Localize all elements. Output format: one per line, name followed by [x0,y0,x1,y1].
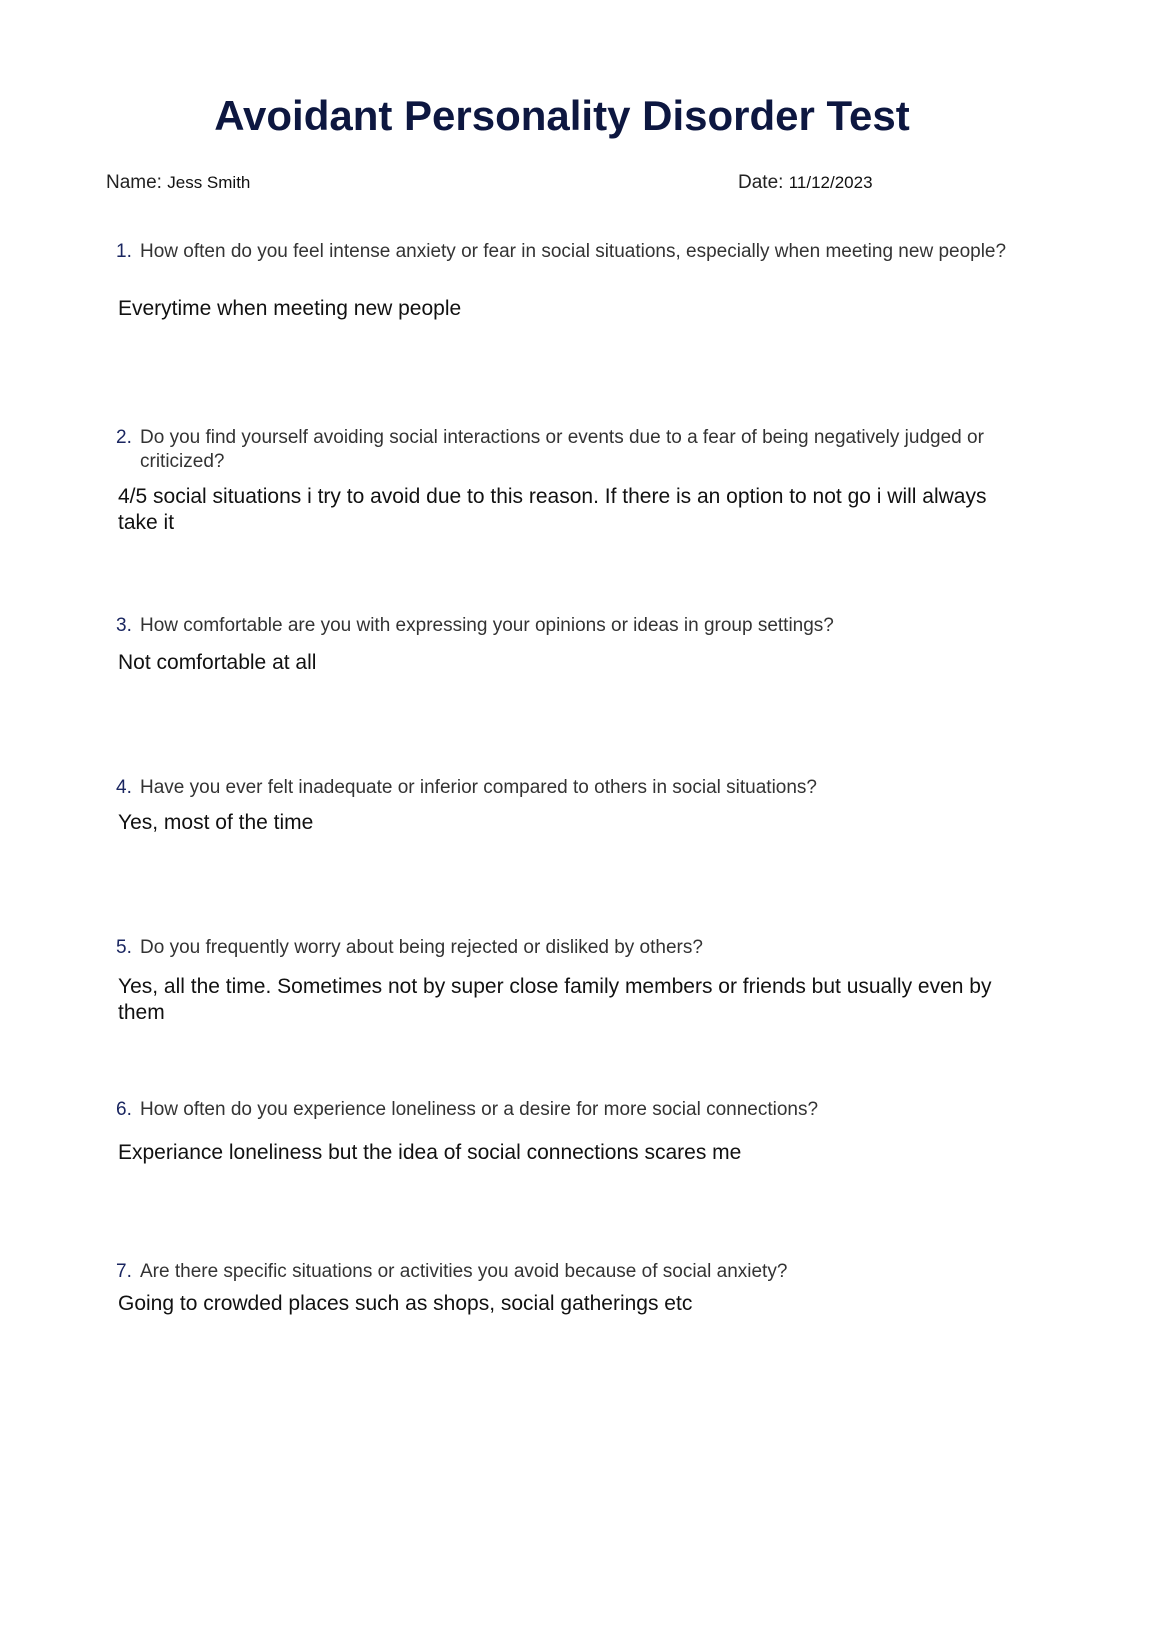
question-number: 4. [116,777,132,798]
question-number: 2. [116,427,132,448]
question-5 [116,936,1016,960]
date-field [738,172,873,194]
question-text: Are there specific situations or activities you avoid because of social anxiety? [140,1261,788,1282]
question-text: How comfortable are you with expressing your opinions or ideas in group settings? [140,615,834,636]
question-number: 7. [116,1261,132,1282]
answer-6: Experiance loneliness but the idea of social connections scares me [118,1141,742,1164]
page-title: Avoidant Personality Disorder Test [214,92,910,139]
name-value: Jess Smith [167,173,251,192]
answer-7: Going to crowded places such as shops, social gatherings etc [118,1292,693,1315]
name-field [106,172,250,194]
question-text: Do you frequently worry about being rejected or disliked by others? [140,937,703,958]
question-7 [116,1260,1016,1284]
question-text: Have you ever felt inadequate or inferior compared to others in social situations? [140,777,817,798]
name-label: Name: [106,172,162,193]
question-3 [116,614,1016,638]
date-value: 11/12/2023 [788,173,873,192]
question-text: How often do you experience loneliness or a desire for more social connections? [140,1099,819,1120]
question-text: Do you find yourself avoiding social interactions or events due to a fear of being negatively judged or criticized? [140,427,984,472]
question-6 [116,1098,1016,1122]
question-4 [116,776,1016,800]
date-label: Date: [738,172,784,193]
answer-2: 4/5 social situations i try to avoid due to this reason. If there is an option to not go i will always take it [118,485,987,534]
answer-4: Yes, most of the time [118,811,314,834]
question-number: 3. [116,615,132,636]
question-1 [116,240,1016,264]
question-number: 1. [116,241,132,262]
answer-1: Everytime when meeting new people [118,297,462,320]
question-number: 6. [116,1099,132,1120]
question-number: 5. [116,937,132,958]
question-text: How often do you feel intense anxiety or fear in social situations, especially when meeting new people? [140,241,1007,262]
answer-5: Yes, all the time. Sometimes not by super close family members or friends but usually even by them [118,975,992,1024]
question-2 [116,426,1016,474]
answer-3: Not comfortable at all [118,651,317,674]
